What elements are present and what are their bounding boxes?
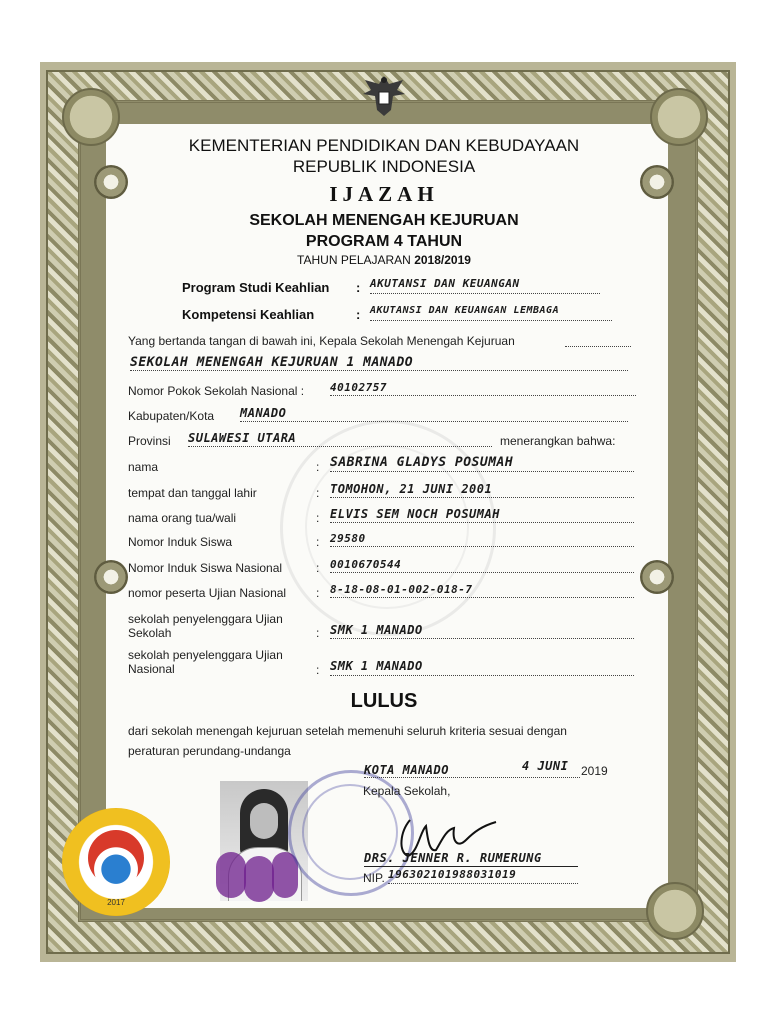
field-label: nomor peserta Ujian Nasional bbox=[128, 586, 287, 600]
field-colon: : bbox=[316, 460, 320, 474]
school-year-value: 2018/2019 bbox=[414, 253, 471, 267]
competency-value: AKUTANSI DAN KEUANGAN LEMBAGA bbox=[370, 305, 560, 316]
tut-wuri-handayani-icon bbox=[88, 830, 144, 886]
program-colon: : bbox=[356, 280, 361, 295]
ministry-heading: KEMENTERIAN PENDIDIKAN DAN KEBUDAYAAN bbox=[188, 136, 580, 155]
field-colon: : bbox=[316, 663, 320, 677]
intro-text: Yang bertanda tangan di bawah ini, Kepala Sekolah Menengah Kejuruan bbox=[128, 334, 515, 348]
field-value-nis: 29580 bbox=[330, 532, 366, 545]
npsn-label: Nomor Pokok Sekolah Nasional : bbox=[128, 384, 305, 398]
menerangkan-text: menerangkan bahwa: bbox=[500, 434, 616, 448]
garuda-emblem-icon bbox=[359, 72, 409, 118]
dotted-line bbox=[565, 346, 631, 347]
field-value-nama: SABRINA GLADYS POSUMAH bbox=[330, 455, 514, 470]
dotted-line bbox=[364, 777, 580, 778]
field-value-nisn: 0010670544 bbox=[330, 558, 402, 571]
kabupaten-label: Kabupaten/Kota bbox=[128, 409, 215, 423]
dotted-line bbox=[370, 320, 612, 321]
program-value: AKUTANSI DAN KEUANGAN bbox=[370, 277, 520, 290]
npsn-value: 40102757 bbox=[330, 381, 387, 394]
national-exam-label-2: Nasional bbox=[128, 662, 175, 676]
field-value-exam-number: 8-18-08-01-002-018-7 bbox=[330, 583, 473, 596]
dotted-line bbox=[370, 293, 600, 294]
national-exam-label-1: sekolah penyelenggara Ujian bbox=[128, 648, 283, 662]
field-label: nama orang tua/wali bbox=[128, 511, 237, 525]
school-exam-label-2: Sekolah bbox=[128, 626, 172, 640]
field-value-birth: TOMOHON, 21 JUNI 2001 bbox=[330, 482, 493, 496]
dotted-line bbox=[330, 638, 634, 639]
thumbprint bbox=[216, 852, 246, 898]
school-name: SEKOLAH MENENGAH KEJURUAN 1 MANADO bbox=[130, 355, 414, 370]
field-label: Nomor Induk Siswa bbox=[128, 535, 233, 549]
border-rosette bbox=[94, 560, 128, 594]
provinsi-label: Provinsi bbox=[128, 434, 171, 448]
field-value-parent: ELVIS SEM NOCH POSUMAH bbox=[330, 507, 500, 521]
competency-colon: : bbox=[356, 307, 361, 322]
field-colon: : bbox=[316, 535, 320, 549]
field-label: nama bbox=[128, 460, 159, 474]
sign-name: DRS. JENNER R. RUMERUNG bbox=[364, 851, 542, 865]
field-label: Nomor Induk Siswa Nasional bbox=[128, 561, 283, 575]
field-label: tempat dan tanggal lahir bbox=[128, 486, 257, 500]
field-colon: : bbox=[316, 511, 320, 525]
document-title: IJAZAH bbox=[329, 182, 439, 206]
school-logo bbox=[62, 808, 170, 916]
sign-year: 2019 bbox=[581, 764, 608, 778]
result-statement-1: dari sekolah menengah kejuruan setelah memenuhi seluruh kriteria sesuai dengan bbox=[128, 724, 567, 738]
dotted-line bbox=[330, 597, 634, 598]
dotted-line bbox=[330, 395, 636, 396]
corner-ornament-bottom-right bbox=[646, 882, 704, 940]
dotted-line bbox=[240, 421, 628, 422]
dotted-line bbox=[388, 883, 578, 884]
national-exam-value: SMK 1 MANADO bbox=[330, 659, 423, 673]
thumbprint bbox=[244, 856, 274, 902]
kabupaten-value: MANADO bbox=[240, 406, 287, 420]
field-colon: : bbox=[316, 586, 320, 600]
field-colon: : bbox=[316, 486, 320, 500]
dotted-line bbox=[188, 446, 492, 447]
republic-heading: REPUBLIK INDONESIA bbox=[292, 157, 476, 176]
field-colon: : bbox=[316, 561, 320, 575]
dotted-line bbox=[330, 572, 634, 573]
logo-year: 2017 bbox=[107, 898, 125, 907]
result-status: LULUS bbox=[350, 690, 418, 712]
school-exam-label-1: sekolah penyelenggara Ujian bbox=[128, 612, 283, 626]
nip-label: NIP. bbox=[363, 871, 385, 885]
dotted-line bbox=[330, 522, 634, 523]
school-year bbox=[0, 253, 768, 267]
provinsi-value: SULAWESI UTARA bbox=[188, 431, 297, 445]
school-exam-value: SMK 1 MANADO bbox=[330, 623, 423, 637]
dotted-line bbox=[330, 497, 634, 498]
sign-title: Kepala Sekolah, bbox=[363, 784, 451, 798]
name-underline bbox=[364, 866, 578, 867]
program-label: Program Studi Keahlian bbox=[182, 280, 330, 295]
nip-value: 196302101988031019 bbox=[388, 868, 517, 881]
dotted-line bbox=[130, 370, 628, 371]
field-colon: : bbox=[316, 626, 320, 640]
result-statement-2: peraturan perundang-undanga bbox=[128, 744, 291, 758]
dotted-line bbox=[330, 471, 634, 472]
program-heading: PROGRAM 4 TAHUN bbox=[305, 233, 463, 250]
sign-city: KOTA MANADO bbox=[364, 763, 449, 777]
border-rosette bbox=[640, 560, 674, 594]
dotted-line bbox=[330, 675, 634, 676]
school-year-label: TAHUN PELAJARAN bbox=[297, 253, 411, 267]
dotted-line bbox=[330, 546, 634, 547]
sign-date: 4 JUNI bbox=[522, 759, 569, 773]
competency-label: Kompetensi Keahlian bbox=[182, 307, 315, 322]
school-type-heading: SEKOLAH MENENGAH KEJURUAN bbox=[249, 212, 519, 229]
